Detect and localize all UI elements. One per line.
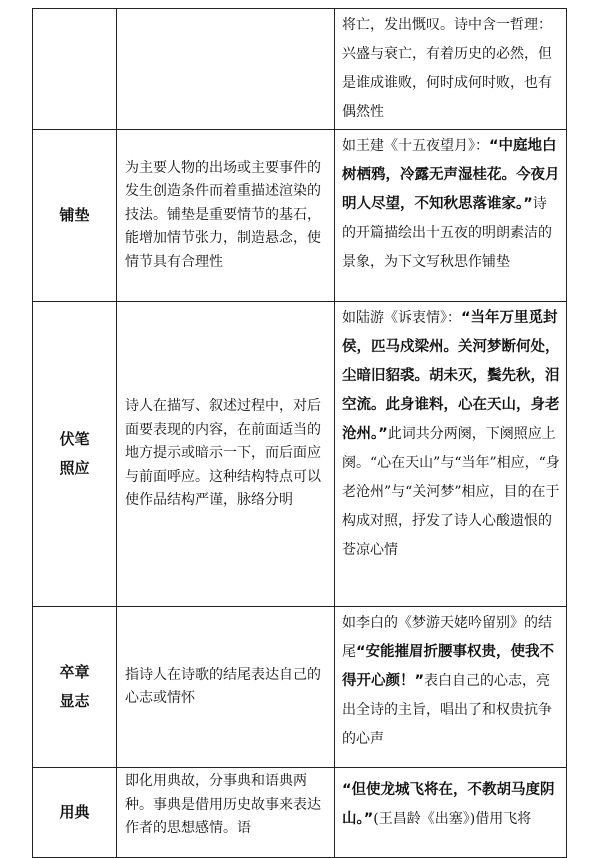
definition-cell: 诗人在描写、叙述过程中，对后面要表现的内容，在前面适当的地方提示或暗示一下，而后面应与前面呼应。这种结构特点可以使作品结构严谨，脉络分明 bbox=[117, 302, 335, 607]
example-quote: “当年万里觅封侯，匹马戍梁州。关河梦断何处，尘暗旧貂裘。胡未灭，鬓先秋，泪空流。此身谁料，心在天山，身老沧州。” bbox=[342, 310, 560, 442]
term-cell: 用典 bbox=[33, 768, 117, 858]
table-row bbox=[33, 130, 567, 302]
term-line: 伏笔 bbox=[59, 430, 90, 448]
example-quote: “中庭地白树栖鸦，冷露无声湿桂花。今夜月明人尽望，不知秋思落谁家。” bbox=[342, 138, 560, 212]
example-quote: “安能摧眉折腰事权贵，使我不得开心颜！” bbox=[342, 644, 555, 689]
example-intro: 如王建《十五夜望月》： bbox=[342, 138, 489, 154]
definition-cell: 指诗人在诗歌的结尾表达自己的心志或情怀 bbox=[117, 607, 335, 768]
definition-cell bbox=[117, 9, 335, 130]
term-line: 显志 bbox=[59, 692, 90, 710]
literary-techniques-table bbox=[32, 8, 567, 858]
table-row bbox=[33, 607, 567, 768]
example-analysis: 诗的开篇描绘出十五夜的明朗素洁的景象，为下文写秋思作铺垫 bbox=[342, 196, 552, 270]
term-line: 照应 bbox=[59, 459, 90, 477]
example-analysis: 此词共分两阕，下阕照应上阕。“心在天山”与“当年”相应，“身老沧州”与“关河梦”相应，目的在于构成对照，抒发了诗人心酸遗恨的苍凉心情 bbox=[342, 426, 560, 558]
term-cell bbox=[33, 9, 117, 130]
term-cell bbox=[33, 607, 117, 768]
example-intro: 如李白的《梦游天姥吟留别》的结尾 bbox=[342, 615, 552, 660]
example-quote: “但使龙城飞将在，不教胡马度阴山。” bbox=[342, 782, 555, 827]
example-analysis: (王昌龄《出塞》)借用飞将 bbox=[373, 811, 532, 827]
table-row bbox=[33, 9, 567, 130]
table-row bbox=[33, 302, 567, 607]
example-analysis: 表白自己的心志，亮出全诗的主旨，唱出了和权贵抗争的心声 bbox=[342, 673, 552, 747]
example-intro: 如陆游《诉衷情》： bbox=[342, 310, 461, 326]
example-cell bbox=[335, 607, 567, 768]
definition-cell: 即化用典故，分事典和语典两种。事典是借用历史故事来表达作者的思想感情。语 bbox=[117, 768, 335, 858]
example-cell bbox=[335, 130, 567, 302]
table-row bbox=[33, 768, 567, 858]
example-cell bbox=[335, 302, 567, 607]
example-cell bbox=[335, 768, 567, 858]
term-cell bbox=[33, 302, 117, 607]
term-line: 卒章 bbox=[59, 663, 90, 681]
example-cell: 将亡，发出慨叹。诗中含一哲理：兴盛与衰亡，有着历史的必然，但是谁成谁败，何时成何时败，也有偶然性 bbox=[335, 9, 567, 130]
term-cell: 铺垫 bbox=[33, 130, 117, 302]
definition-cell: 为主要人物的出场或主要事件的发生创造条件而着重描述渲染的技法。铺垫是重要情节的基石，能增加情节张力，制造悬念，使情节具有合理性 bbox=[117, 130, 335, 302]
